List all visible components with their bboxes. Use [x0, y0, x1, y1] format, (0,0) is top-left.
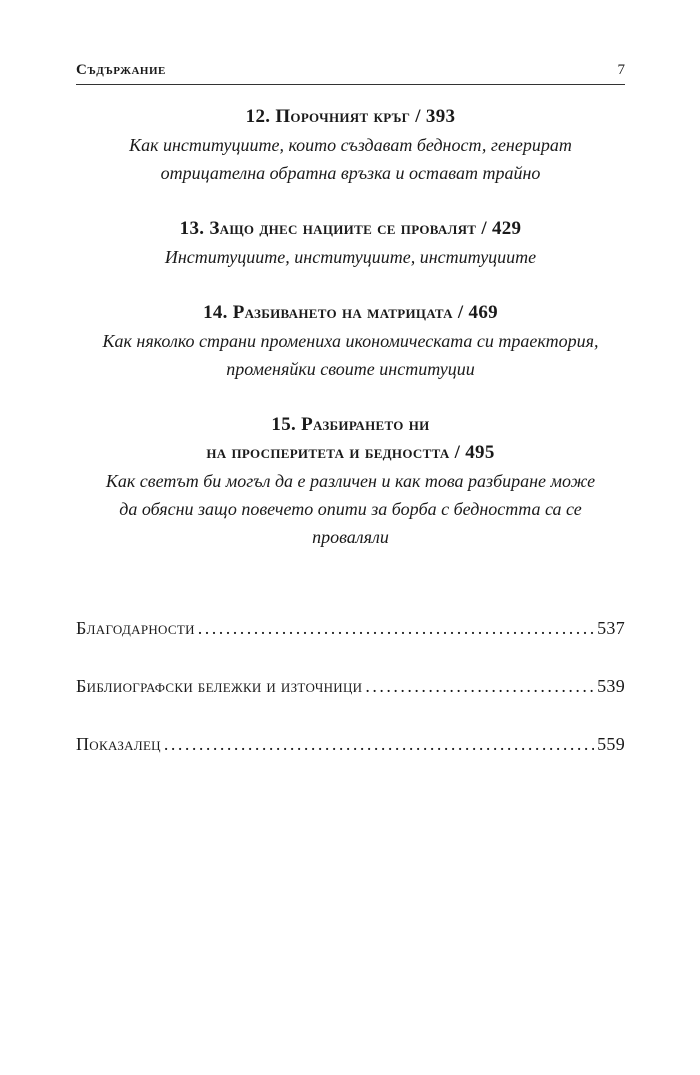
chapter-13 — [76, 215, 625, 271]
chapter-description: отрицателна обратна връзка и остават трайно — [160, 163, 541, 183]
toc-entry-label: Библиографски бележки и източници — [76, 676, 363, 696]
chapter-title: 15. Разбирането ни — [271, 414, 430, 435]
chapter-title: 13. Защо днес нациите се провалят / 429 — [179, 218, 522, 239]
toc-entry-label: Показалец — [76, 734, 161, 754]
toc-entry-index — [76, 734, 625, 792]
page-number: 7 — [617, 62, 625, 78]
toc-entry-page: 537 — [597, 618, 625, 638]
toc-entry-bibliography — [76, 676, 625, 734]
chapter-title: 14. Разбиването на матрицата / 469 — [203, 302, 498, 323]
header-rule — [76, 84, 625, 85]
chapter-15 — [76, 411, 625, 551]
dot-leader — [198, 618, 594, 639]
chapter-title: на просперитета и бедността / 495 — [206, 442, 495, 463]
dot-leader — [365, 676, 594, 697]
chapter-description: да обясни защо повечето опити за борба с бедността са се — [119, 499, 582, 519]
chapter-12 — [76, 103, 625, 187]
chapter-list — [76, 103, 625, 579]
toc-entry-acknowledgements — [76, 618, 625, 676]
running-head-title: Съдържание — [76, 62, 166, 78]
chapter-title: 12. Порочният кръг / 393 — [245, 106, 456, 127]
running-head — [76, 62, 625, 84]
toc-entry-label: Благодарности — [76, 618, 195, 638]
toc-entry-page: 559 — [597, 734, 625, 754]
chapter-description: Как институциите, които създават бедност, генерират — [129, 135, 572, 155]
chapter-description: проваляли — [312, 527, 389, 547]
dot-leader — [164, 734, 594, 755]
chapter-description: Как няколко страни промениха икономическата си траектория, — [102, 331, 599, 351]
chapter-description: Институциите, институциите, институциите — [164, 247, 537, 267]
back-matter-list — [76, 618, 625, 792]
chapter-description: променяйки своите институции — [226, 359, 475, 379]
toc-entry-page: 539 — [597, 676, 625, 696]
chapter-description: Как светът би могъл да е различен и как това разбиране може — [105, 471, 596, 491]
chapter-14 — [76, 299, 625, 383]
